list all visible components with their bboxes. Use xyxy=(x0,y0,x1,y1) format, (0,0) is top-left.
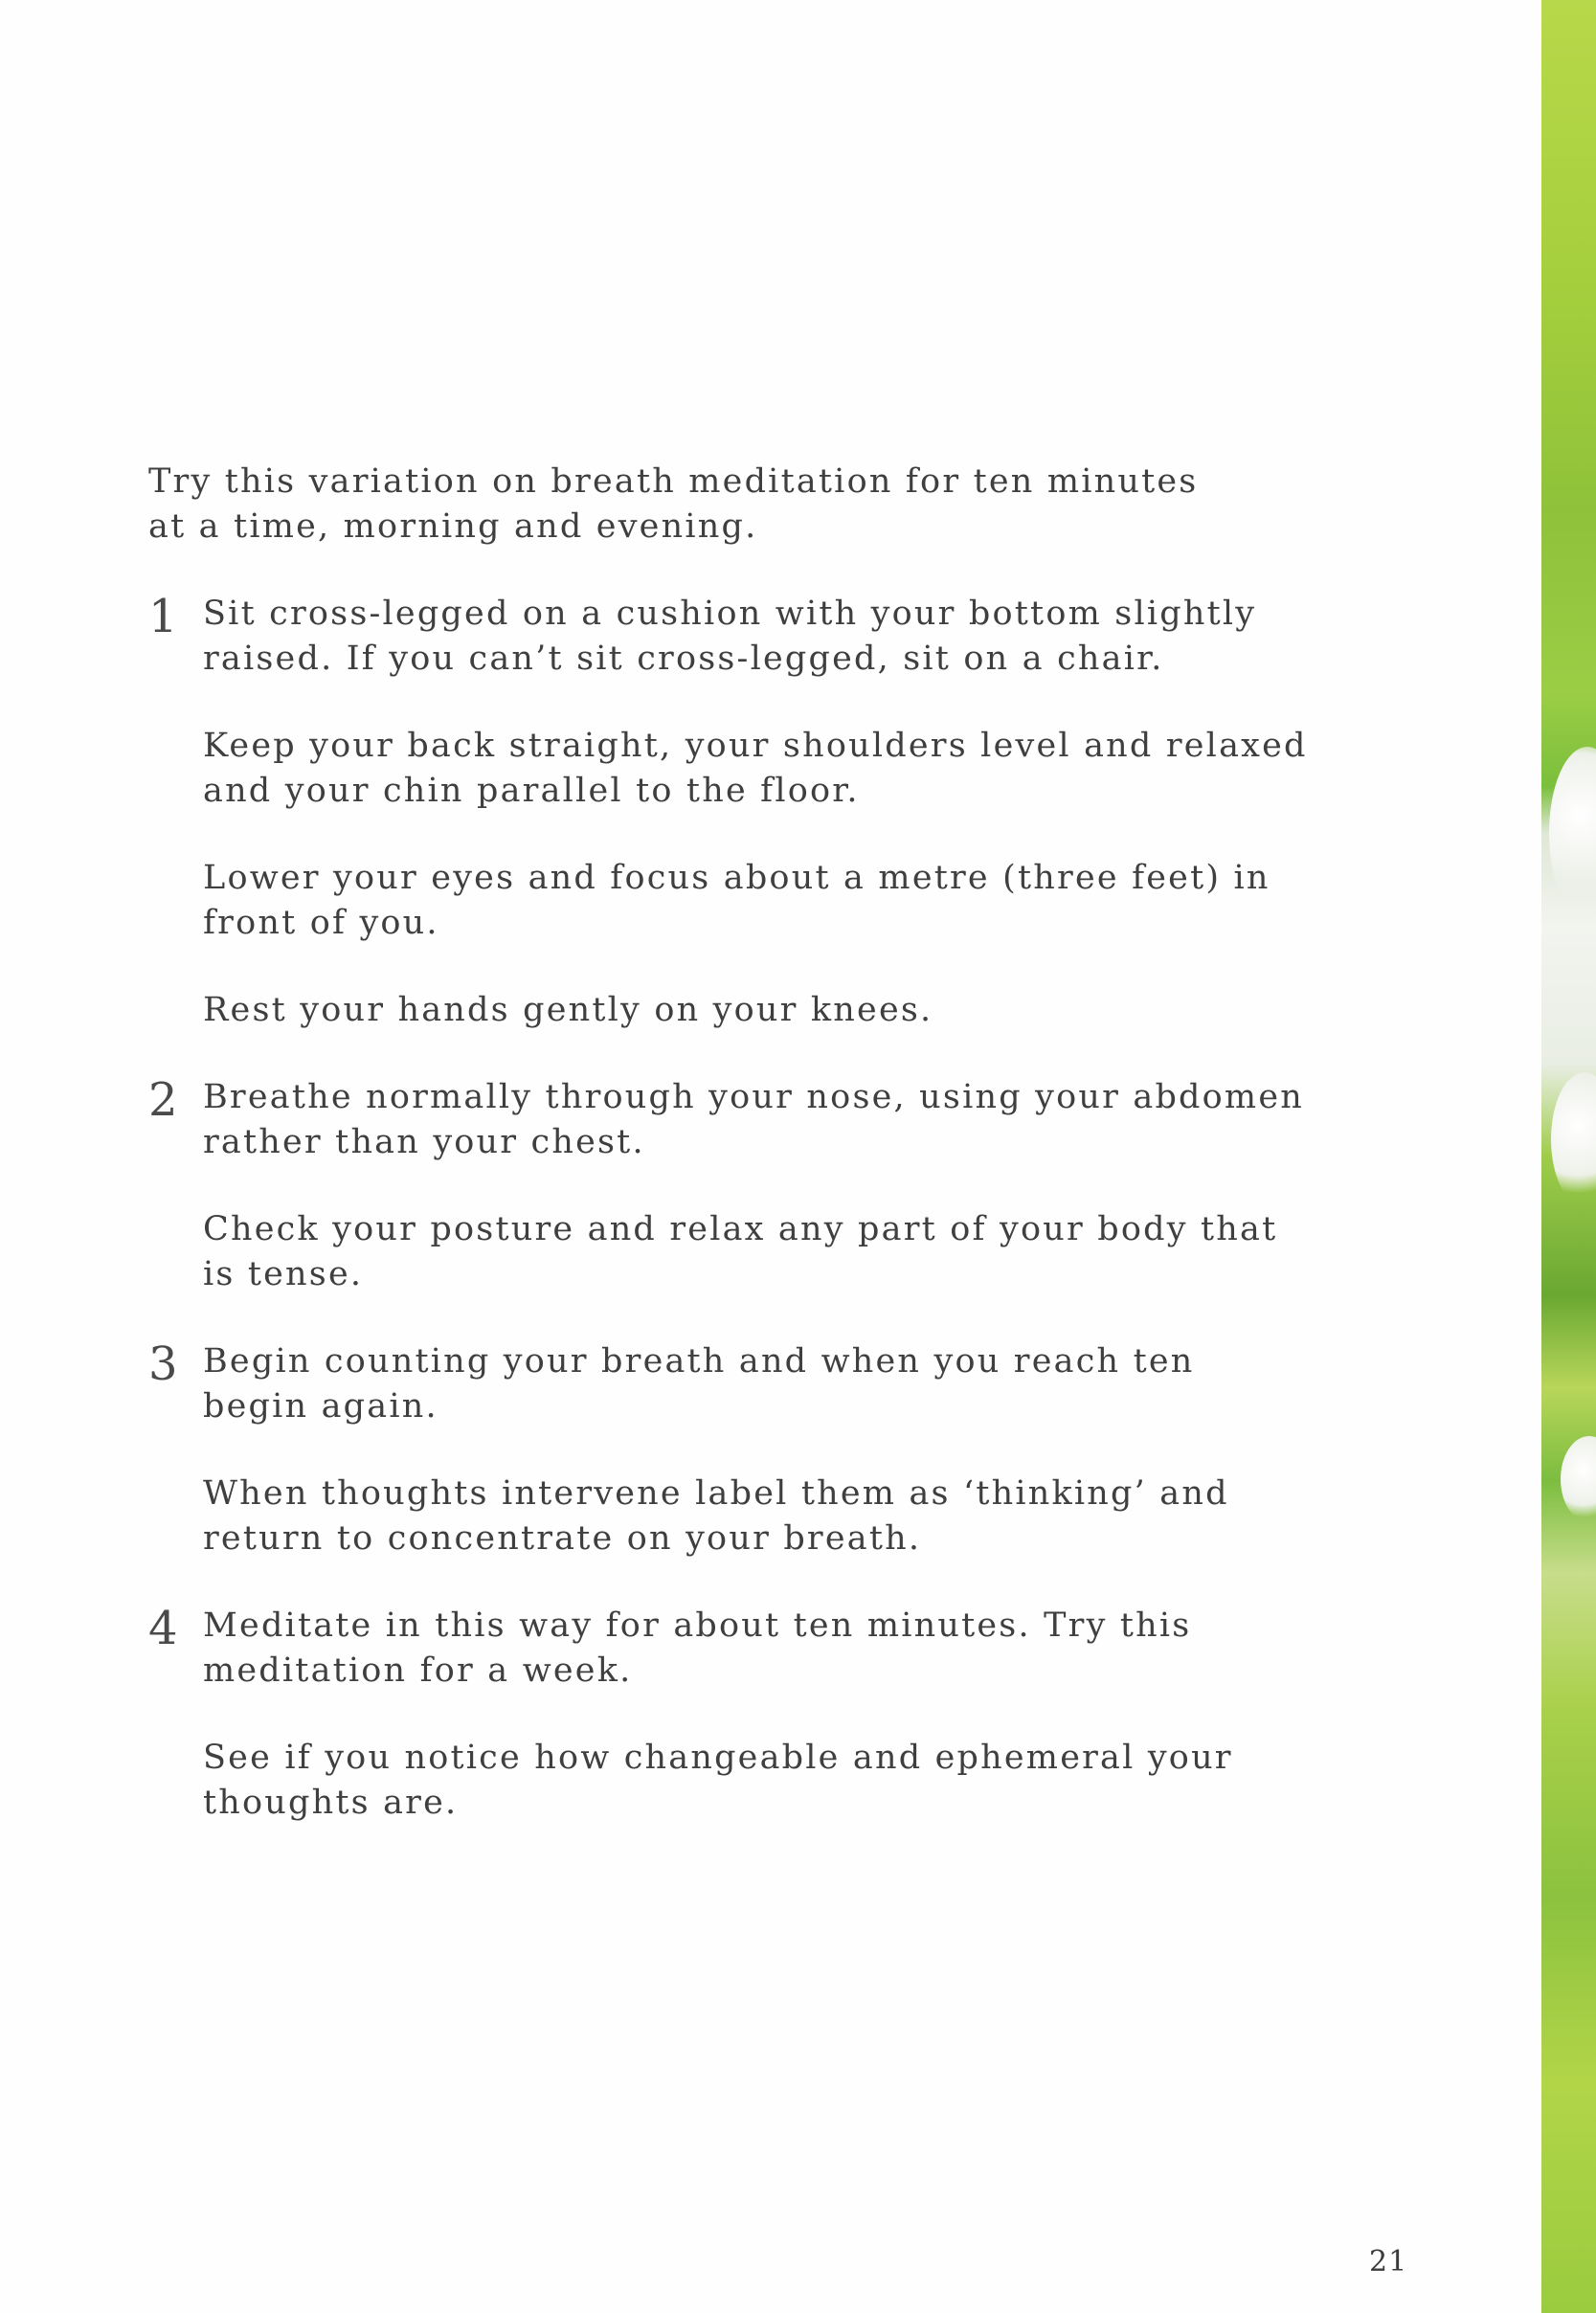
step-line: rather than your chest. xyxy=(203,1123,645,1161)
step-paragraph xyxy=(203,856,1383,946)
step-paragraph xyxy=(203,1736,1383,1826)
step-1 xyxy=(148,592,1383,1033)
step-number: 3 xyxy=(148,1337,178,1391)
step-paragraph xyxy=(203,1075,1383,1165)
step-paragraph xyxy=(203,592,1383,682)
step-line: Sit cross-legged on a cushion with your bottom slightly xyxy=(203,595,1257,633)
step-line: front of you. xyxy=(203,904,439,942)
step-3 xyxy=(148,1339,1383,1561)
step-4 xyxy=(148,1604,1383,1826)
step-line: and your chin parallel to the floor. xyxy=(203,772,860,810)
step-line: Meditate in this way for about ten minutes. Try this xyxy=(203,1606,1192,1645)
intro-line: Try this variation on breath meditation for ten minutes xyxy=(148,462,1199,501)
step-paragraph xyxy=(203,1207,1383,1297)
step-line: thoughts are. xyxy=(203,1784,459,1822)
step-line: Rest your hands gently on your knees. xyxy=(203,991,933,1029)
step-line: Begin counting your breath and when you reach ten xyxy=(203,1342,1195,1381)
step-line: Breathe normally through your nose, using your abdomen xyxy=(203,1078,1304,1116)
step-2 xyxy=(148,1075,1383,1297)
step-paragraph xyxy=(203,1604,1383,1694)
step-line: meditation for a week. xyxy=(203,1651,633,1690)
blossom-image xyxy=(1561,1436,1596,1522)
step-line: When thoughts intervene label them as ‘thinking’ and xyxy=(203,1474,1229,1513)
step-line: raised. If you can’t sit cross-legged, sit on a chair. xyxy=(203,640,1164,678)
step-number: 1 xyxy=(148,590,178,643)
page-number: 21 xyxy=(1369,2245,1408,2279)
meditation-instructions xyxy=(148,460,1383,1868)
step-paragraph xyxy=(203,1471,1383,1561)
step-line: See if you notice how changeable and ephemeral your xyxy=(203,1739,1233,1777)
step-paragraph xyxy=(203,724,1383,814)
step-number: 2 xyxy=(148,1073,178,1127)
intro-line: at a time, morning and evening. xyxy=(148,507,758,546)
step-line: is tense. xyxy=(203,1255,364,1293)
intro-paragraph xyxy=(148,460,1383,550)
step-paragraph xyxy=(203,988,1383,1033)
green-blossom-photo-edge xyxy=(1541,0,1596,2313)
step-line: Lower your eyes and focus about a metre (three feet) in xyxy=(203,859,1270,897)
step-line: Check your posture and relax any part of your body that xyxy=(203,1210,1278,1248)
step-paragraph xyxy=(203,1339,1383,1429)
blossom-image xyxy=(1549,747,1596,919)
step-line: Keep your back straight, your shoulders level and relaxed xyxy=(203,727,1308,765)
step-line: begin again. xyxy=(203,1387,438,1426)
step-number: 4 xyxy=(148,1602,178,1655)
blossom-image xyxy=(1551,1072,1596,1206)
step-line: return to concentrate on your breath. xyxy=(203,1519,922,1558)
